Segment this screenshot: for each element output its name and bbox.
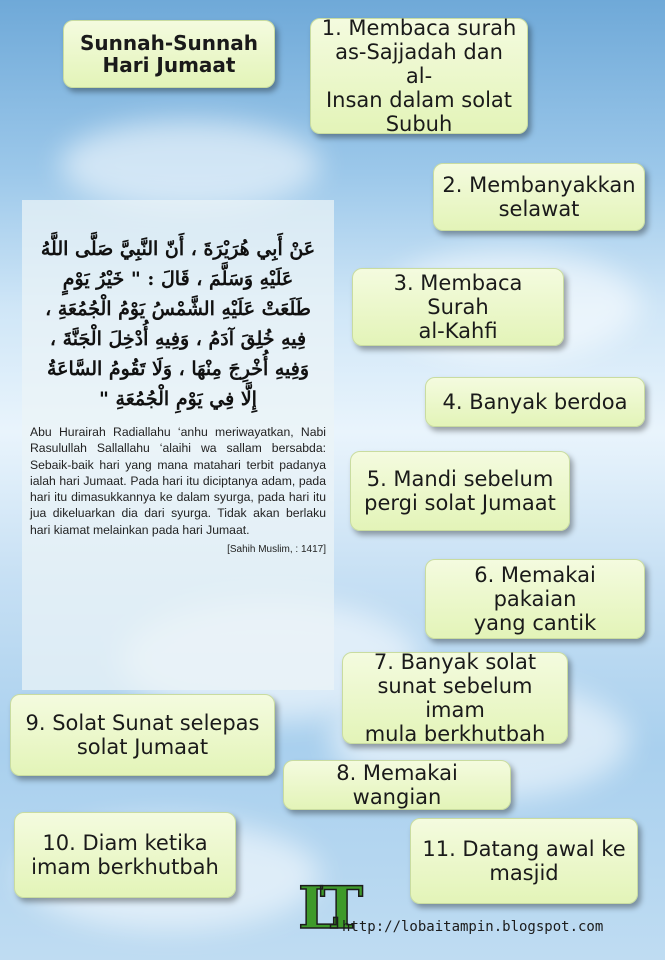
- sunnah-card-10: [14, 812, 236, 898]
- sunnah-card-11: [410, 818, 638, 904]
- sunnah-text-2: 2. Membanyakkan selawat: [442, 173, 636, 221]
- sunnah-text-3: 3. Membaca Surah al-Kahfi: [393, 271, 523, 343]
- sunnah-card-8: [283, 760, 511, 810]
- sunnah-card-1: [310, 18, 528, 134]
- cloud: [60, 120, 320, 210]
- hadith-translation: Abu Hurairah Radiallahu ‘anhu meriwayatkan, Nabi Rasulullah Sallallahu ‘alaihi wa sallam bersabda: Sebaik-baik hari yang mana matahari terbit padanya ialah hari Jumaat. Pada hari itu diciptanya adam, pada hari itu dimasukkannya ke dalam syurga, pada hari itu jua dikeluarkan dia dari syurga. Tidak akan berlaku hari kiamat melainkan pada hari Jumaat.: [30, 425, 326, 537]
- sunnah-text-7: 7. Banyak solat sunat sebelum imam mula berkhutbah: [364, 650, 546, 746]
- sunnah-card-3: [352, 268, 564, 346]
- sunnah-card-6: [425, 559, 645, 639]
- title-text: Sunnah-Sunnah Hari Jumaat: [79, 31, 258, 77]
- sunnah-card-5: [350, 451, 570, 531]
- lt-logo-text: LT: [298, 874, 350, 942]
- lt-logo: [296, 866, 350, 942]
- sunnah-text-9: 9. Solat Sunat selepas solat Jumaat: [25, 711, 260, 759]
- sunnah-card-2: [433, 163, 645, 231]
- sunnah-text-10: 10. Diam ketika imam berkhutbah: [31, 831, 219, 879]
- hadith-panel: [22, 200, 334, 690]
- sunnah-card-7: [342, 652, 568, 744]
- title-card: [63, 20, 275, 88]
- sunnah-card-4: [425, 377, 645, 427]
- blog-url[interactable]: http://lobaitampin.blogspot.com: [342, 919, 604, 935]
- sunnah-text-5: 5. Mandi sebelum pergi solat Jumaat: [364, 467, 556, 515]
- sunnah-text-4: 4. Banyak berdoa: [442, 390, 628, 414]
- sunnah-text-1: 1. Membaca surah as-Sajjadah dan al- Insan dalam solat Subuh: [321, 16, 517, 136]
- sunnah-card-9: [10, 694, 275, 776]
- hadith-reference: [Sahih Muslim, : 1417]: [227, 544, 326, 556]
- sunnah-text-11: 11. Datang awal ke masjid: [422, 837, 626, 885]
- sunnah-text-6: 6. Memakai pakaian yang cantik: [473, 563, 597, 635]
- sunnah-text-8: 8. Memakai wangian: [336, 761, 458, 809]
- hadith-arabic: عَنْ أَبِي هُرَيْرَةَ ، أَنّ النَّبِيَّ صَلَّى اللَّهُ عَلَيْهِ وَسَلَّمَ ، قَالَ : " خَيْرُ يَوْمٍ طَلَعَتْ عَلَيْهِ الشَّمْسُ يَوْمُ الْجُمُعَةِ ، فِيهِ خُلِقَ آدَمُ ، وَفِيهِ أُدْخِلَ الْجَنَّةَ ، وَفِيهِ أُخْرِجَ مِنْهَا ، وَلَا تَقُومُ السَّاعَةُ إِلَّا فِي يَوْمِ الْجُمُعَةِ ": [40, 238, 316, 410]
